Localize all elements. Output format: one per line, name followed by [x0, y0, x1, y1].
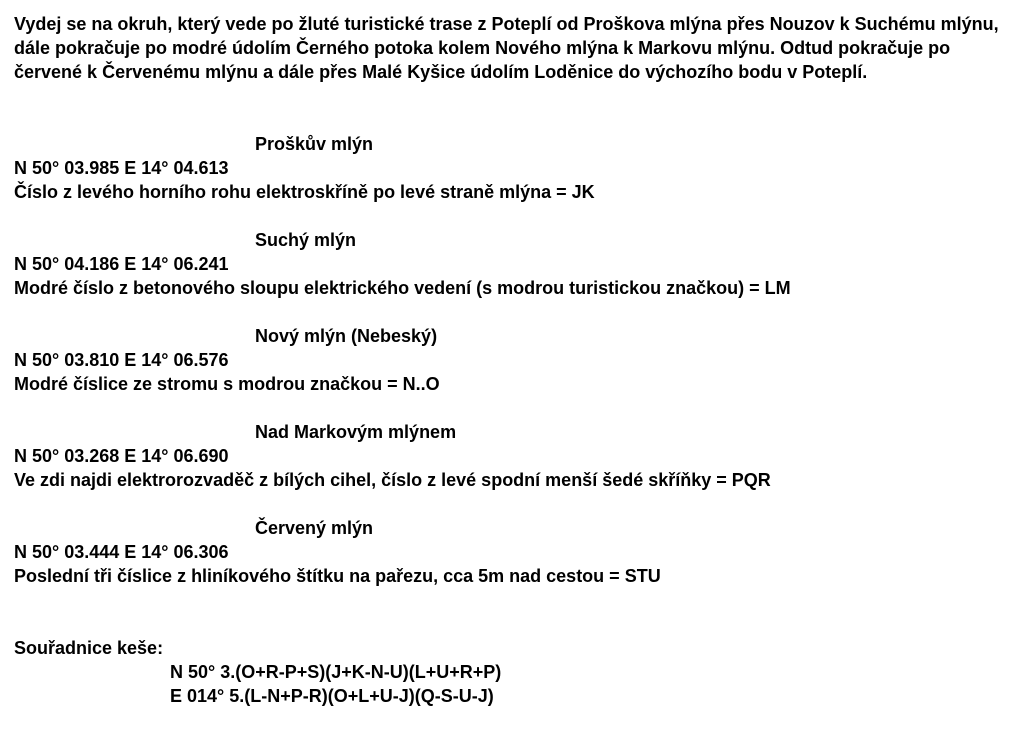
east-formula: E 014° 5.(L-N+P-R)(O+L+U-J)(Q-S-U-J)	[170, 686, 494, 706]
waypoint-coordinates: N 50° 03.810 E 14° 06.576	[14, 350, 229, 370]
waypoint-suchy-mlyn	[14, 228, 1014, 300]
final-coordinates	[14, 636, 1014, 708]
final-coordinates-heading: Souřadnice keše:	[14, 638, 164, 658]
waypoint-nad-markovym-mlynem	[14, 420, 1014, 492]
waypoint-novy-mlyn	[14, 324, 1014, 396]
waypoint-task: Modré číslo z betonového sloupu elektrického vedení (s modrou turistickou značkou) = LM	[14, 278, 791, 298]
waypoint-name: Červený mlýn	[255, 518, 374, 538]
waypoint-coordinates: N 50° 03.985 E 14° 04.613	[14, 158, 229, 178]
waypoint-task: Modré číslice ze stromu s modrou značkou = N..O	[14, 374, 440, 394]
waypoint-coordinates: N 50° 03.268 E 14° 06.690	[14, 446, 229, 466]
waypoint-task: Ve zdi najdi elektrorozvaděč z bílých cihel, číslo z levé spodní menší šedé skříňky = PQR	[14, 470, 771, 490]
puzzle-description	[14, 12, 1014, 708]
waypoint-name: Proškův mlýn	[255, 134, 374, 154]
waypoint-coordinates: N 50° 04.186 E 14° 06.241	[14, 254, 229, 274]
north-formula: N 50° 3.(O+R-P+S)(J+K-N-U)(L+U+R+P)	[170, 662, 502, 682]
waypoint-task: Poslední tři číslice z hliníkového štítku na pařezu, cca 5m nad cestou = STU	[14, 566, 661, 586]
waypoint-proskuv-mlyn	[14, 132, 1014, 204]
waypoint-name: Nový mlýn (Nebeský)	[255, 326, 438, 346]
waypoint-list	[14, 132, 1014, 588]
waypoint-coordinates: N 50° 03.444 E 14° 06.306	[14, 542, 229, 562]
waypoint-name: Nad Markovým mlýnem	[255, 422, 457, 442]
waypoint-task: Číslo z levého horního rohu elektroskříně po levé straně mlýna = JK	[14, 182, 595, 202]
waypoint-name: Suchý mlýn	[255, 230, 357, 250]
waypoint-cerveny-mlyn	[14, 516, 1014, 588]
intro-paragraph: Vydej se na okruh, který vede po žluté turistické trase z Poteplí od Proškova mlýna přes Nouzov k Suchému mlýnu, dále pokračuje po modré údolím Černého potoka kolem Nového mlýna k Markovu mlýnu. Odtud pokračuje po červené k Červenému mlýnu a dále přes Malé Kyšice údolím Loděnice do výchozího bodu v Poteplí.	[14, 14, 999, 82]
